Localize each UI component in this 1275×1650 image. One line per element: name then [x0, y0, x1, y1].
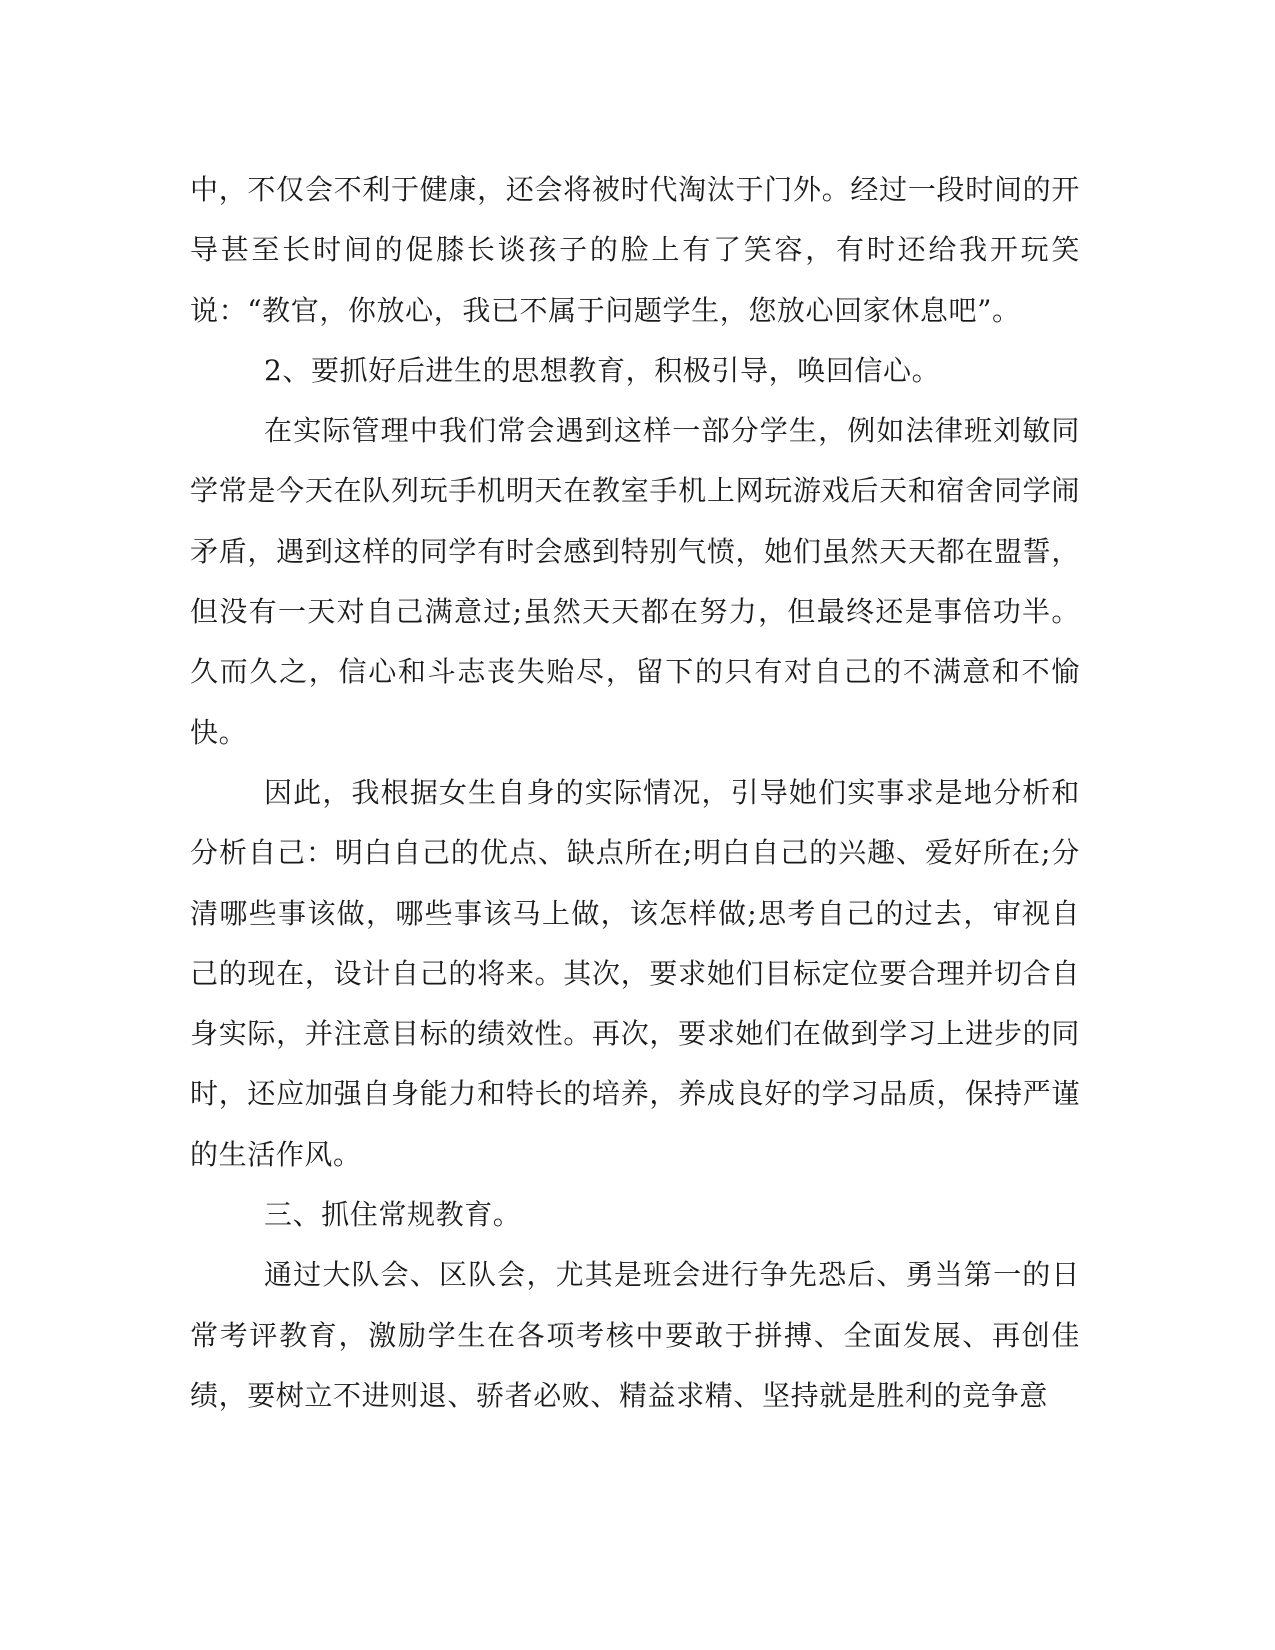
section-heading-3: 三、抓住常规教育。 [264, 1198, 522, 1232]
paragraph-routine-education: 通过大队会、区队会，尤其是班会进行争先恐后、勇当第一的日常考评教育，激励学生在各项考核中要敢于拼搏、全面发展、再创佳绩，要树立不进则退、骄者必败、精益求精、坚持就是胜利的竞争意 [190, 1258, 1080, 1412]
section-heading-2: 2、要抓好后进生的思想教育，积极引导，唤回信心。 [264, 353, 941, 387]
paragraph-example: 在实际管理中我们常会遇到这样一部分学生，例如法律班刘敏同学常是今天在队列玩手机明天在教室手机上网玩游戏后天和宿舍同学闹矛盾，遇到这样的同学有时会感到特别气愤，她们虽然天天都在盟誓，但没有一天对自己满意过;虽然天天都在努力，但最终还是事倍功半。久而久之，信心和斗志丧失贻尽，留下的只有对自己的不满意和不愉快。 [190, 414, 1080, 749]
paragraph-guidance: 因此，我根据女生自身的实际情况，引导她们实事求是地分析和分析自己：明白自己的优点、缺点所在;明白自己的兴趣、爱好所在;分清哪些事该做，哪些事该马上做，该怎样做;思考自己的过去，审视自己的现在，设计自己的将来。其次，要求她们目标定位要合理并切合自身实际，并注意目标的绩效性。再次，要求她们在做到学习上进步的同时，还应加强自身能力和特长的培养，养成良好的学习品质，保持严谨的生活作风。 [190, 775, 1080, 1171]
paragraph-continuation: 中，不仅会不利于健康，还会将被时代淘汰于门外。经过一段时间的开导甚至长时间的促膝长谈孩子的脸上有了笑容，有时还给我开玩笑说：“教官，你放心，我已不属于问题学生，您放心回家休息吧”。 [190, 173, 1080, 327]
document-body [190, 160, 1080, 1426]
